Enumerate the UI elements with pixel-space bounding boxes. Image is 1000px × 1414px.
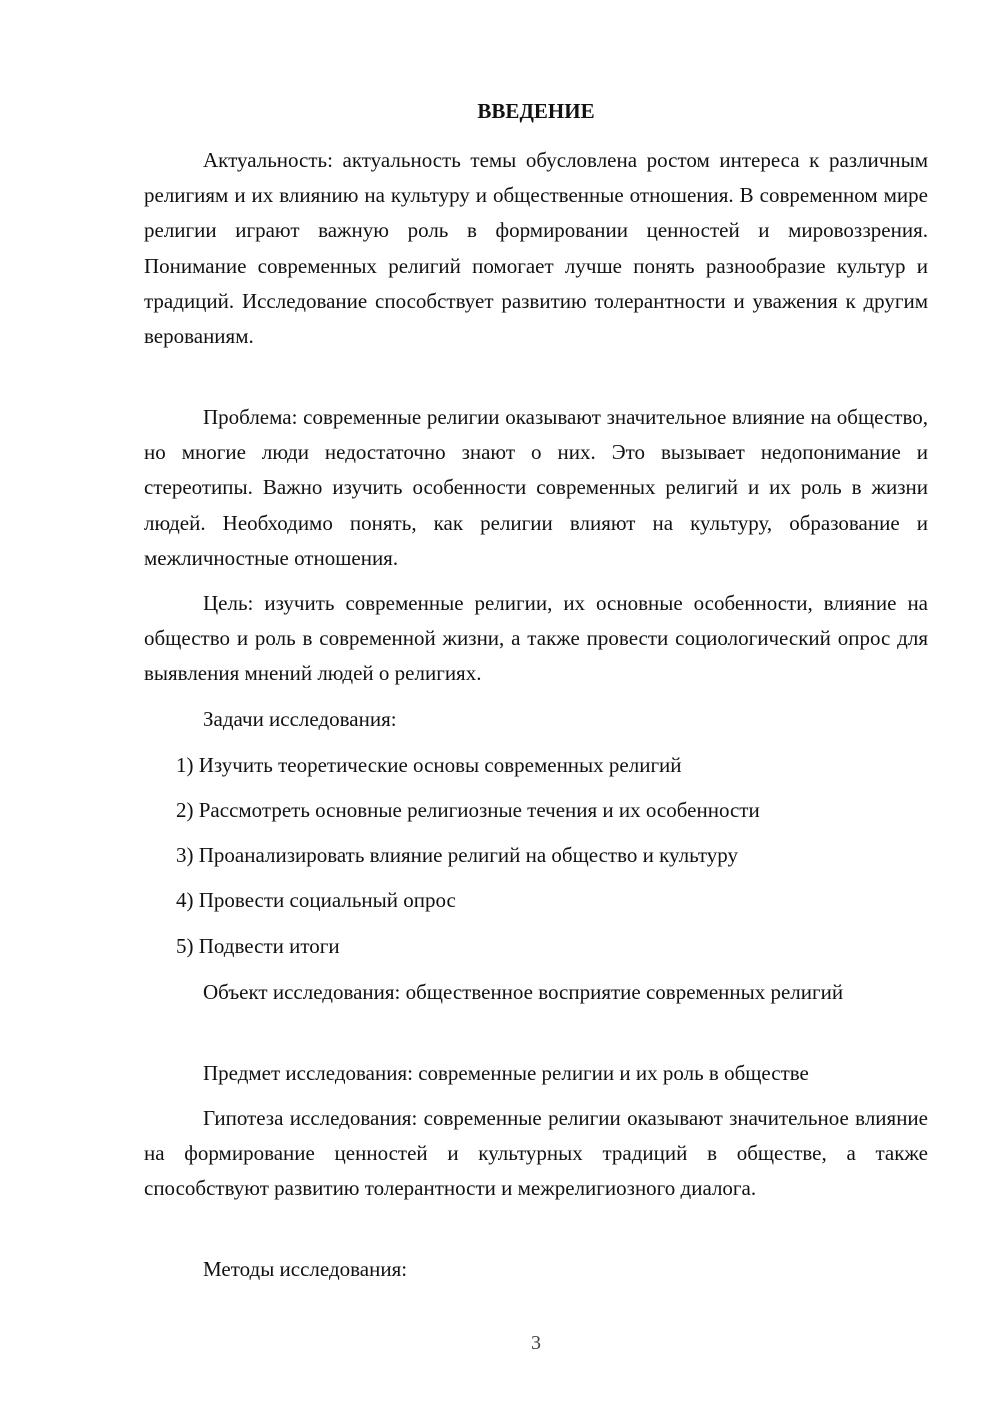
task-item-2: 2) Рассмотреть основные религиозные течения и их особенности: [176, 798, 760, 822]
task-item-1: 1) Изучить теоретические основы современных религий: [176, 753, 682, 777]
page-title: ВВЕДЕНИЕ: [477, 99, 595, 123]
problem-paragraph: Проблема: современные религии оказывают значительное влияние на общество, но многие люди недостаточно знают о них. Это вызывает недопонимание и стереотипы. Важно изучить особенности современных религий и их роль в жизни людей. Необходимо понять, как религии влияют на культуру, образование и межличностные отношения.: [144, 405, 928, 570]
object-paragraph: Объект исследования: общественное восприятие современных религий: [203, 980, 844, 1004]
hypothesis-paragraph: Гипотеза исследования: современные религии оказывают значительное влияние на формирование ценностей и культурных традиций в обществе, а также способствуют развитию толерантности и межрелигиозного диалога.: [144, 1106, 928, 1201]
subject-line: Предмет исследования: современные религии и их роль в обществе: [203, 1061, 809, 1085]
tasks-heading: Задачи исследования:: [203, 707, 397, 731]
task-item-5: 5) Подвести итоги: [176, 934, 340, 958]
relevance-paragraph: Актуальность: актуальность темы обусловлена ростом интереса к различным религиям и их влиянию на культуру и общественные отношения. В современном мире религии играют важную роль в формировании ценностей и мировоззрения. Понимание современных религий помогает лучше понять разнообразие культур и традиций. Исследование способствует развитию толерантности и уважения к другим верованиям.: [144, 148, 928, 349]
task-item-3: 3) Проанализировать влияние религий на общество и культуру: [176, 843, 738, 867]
methods-heading: Методы исследования:: [203, 1257, 408, 1281]
goal-paragraph: Цель: изучить современные религии, их основные особенности, влияние на общество и роль в современной жизни, а также провести социологический опрос для выявления мнений людей о религиях.: [144, 591, 928, 686]
task-item-4: 4) Провести социальный опрос: [176, 888, 456, 912]
page-number: 3: [531, 1332, 541, 1354]
